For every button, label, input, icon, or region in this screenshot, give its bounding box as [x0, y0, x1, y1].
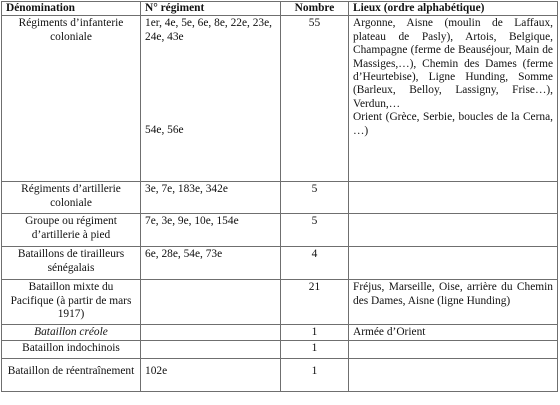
table-row	[2, 247, 558, 280]
regiment-cell	[141, 340, 281, 358]
lieux-cell	[349, 214, 558, 247]
table-row	[2, 16, 558, 182]
nombre-cell: 1	[281, 325, 349, 340]
header-denomination: Dénomination	[2, 2, 141, 16]
nombre-cell: 1	[281, 358, 349, 391]
lieux-text-extra: Orient (Grèce, Serbie, boucles de la Cerna, …)	[353, 111, 553, 137]
header-row	[2, 2, 558, 16]
lieux-cell: Armée d’Orient	[349, 325, 558, 340]
regiment-cell: 7e, 3e, 9e, 10e, 154e	[141, 214, 281, 247]
denomination-cell: Bataillon de réentraînement	[2, 358, 141, 391]
nombre-cell: 4	[281, 247, 349, 280]
denomination-cell: Bataillons de tirailleurs sénégalais	[2, 247, 141, 280]
lieux-cell	[349, 182, 558, 214]
denomination-cell: Bataillon mixte du Pacifique (à partir de mars 1917)	[2, 280, 141, 325]
lieux-cell	[349, 247, 558, 280]
regiment-cell: 3e, 7e, 183e, 342e	[141, 182, 281, 214]
lieux-cell	[349, 16, 558, 182]
header-lieux: Lieux (ordre alphabétique)	[349, 2, 558, 16]
regiment-list-extra: 54e, 56e	[145, 124, 184, 137]
nombre-cell: 5	[281, 182, 349, 214]
header-regiment: N° régiment	[141, 2, 281, 16]
colonial-units-table	[1, 1, 558, 392]
regiment-list: 1er, 4e, 5e, 6e, 8e, 22e, 23e, 24e, 43e	[145, 17, 273, 43]
regiment-cell: 102e	[141, 358, 281, 391]
nombre-cell: 1	[281, 340, 349, 358]
lieux-cell	[349, 358, 558, 391]
regiment-cell	[141, 325, 281, 340]
regiment-cell: 6e, 28e, 54e, 73e	[141, 247, 281, 280]
lieux-cell	[349, 340, 558, 358]
nombre-cell: 55	[281, 16, 349, 182]
table-row	[2, 358, 558, 391]
denomination-cell: Bataillon indochinois	[2, 340, 141, 358]
table-row	[2, 280, 558, 325]
denomination-cell: Bataillon créole	[2, 325, 141, 340]
denomination-cell: Groupe ou régiment d’artillerie à pied	[2, 214, 141, 247]
regiment-cell	[141, 280, 281, 325]
lieux-text: Argonne, Aisne (moulin de Laffaux, plateau de Pasly), Artois, Belgique, Champagne (ferme de Beauséjour, Main de Massiges,…), Chemin des Dames (ferme d’Heurtebise), Ligne Hunding, Somme (Barleux, Belloy, Lassigny, Frise…), Verdun,…	[353, 17, 553, 110]
nombre-cell: 21	[281, 280, 349, 325]
lieux-cell: Fréjus, Marseille, Oise, arrière du Chemin des Dames, Aisne (ligne Hunding)	[349, 280, 558, 325]
table-row	[2, 182, 558, 214]
regiment-cell	[141, 16, 281, 182]
nombre-cell: 5	[281, 214, 349, 247]
table-row	[2, 325, 558, 340]
denomination-cell: Régiments d’infanterie coloniale	[2, 16, 141, 182]
denomination-cell: Régiments d’artillerie coloniale	[2, 182, 141, 214]
table-row	[2, 340, 558, 358]
header-nombre: Nombre	[281, 2, 349, 16]
table-row	[2, 214, 558, 247]
